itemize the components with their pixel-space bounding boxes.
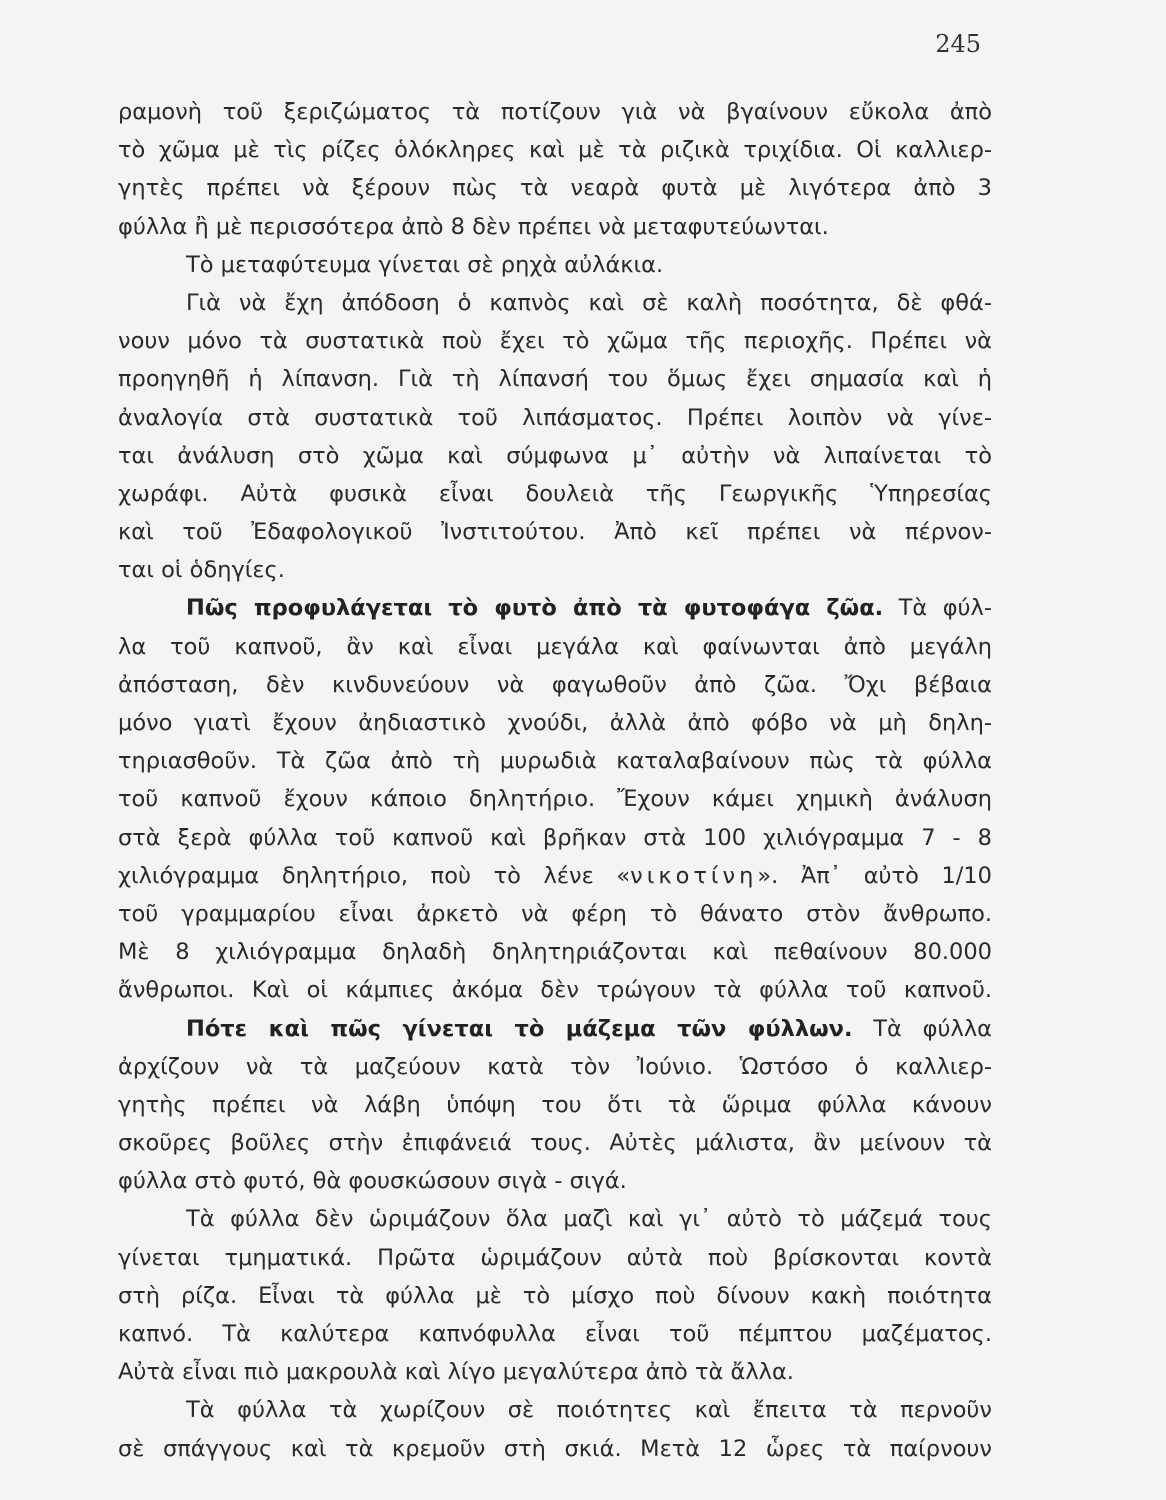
text-line: τὸ χῶμα μὲ τὶς ρίζες ὁλόκληρες καὶ μὲ τὰ ριζικὰ τριχίδια. Οἱ καλλιερ- [118,137,992,164]
text-line: φύλλα στὸ φυτό, θὰ φουσκώσουν σιγὰ - σιγά. [118,1168,627,1195]
paragraph-start-line: Τὰ φύλλα δὲν ὡριμάζουν ὅλα μαζὶ καὶ γι᾿ αὐτὸ τὸ μάζεμά τους [186,1206,992,1233]
text-line: φύλλα ἢ μὲ περισσότερα ἀπὸ 8 δὲν πρέπει νὰ μεταφυτεύωνται. [118,213,829,240]
text-line: ἀρχίζουν νὰ τὰ μαζεύουν κατὰ τὸν Ἰούνιο. Ὡστόσο ὁ καλλιερ- [118,1053,992,1080]
text-line: σὲ σπάγγους καὶ τὰ κρεμοῦν στὴ σκιά. Μετὰ 12 ὧρες τὰ παίρνουν [118,1435,992,1462]
text-line: Μὲ 8 χιλιόγραμμα δηλαδὴ δηλητηριάζονται καὶ πεθαίνουν 80.000 [118,939,992,966]
section-heading: Πότε καὶ πῶς γίνεται τὸ μάζεμα τῶν φύλλων. [186,1015,853,1042]
text-line: χιλιόγραμμα δηλητήριο, ποὺ τὸ λένε «νικοτίνη». Ἀπ᾿ αὐτὸ 1/10 [118,862,992,889]
text-line: Τὸ μεταφύτευμα γίνεται σὲ ρηχὰ αὐλάκια. [186,251,664,278]
text-line: καὶ τοῦ Ἐδαφολογικοῦ Ἰνστιτούτου. Ἀπὸ κεῖ πρέπει νὰ πέρνον- [118,519,992,546]
text-line: λα τοῦ καπνοῦ, ἂν καὶ εἶναι μεγάλα καὶ φαίνωνται ἀπὸ μεγάλη [118,633,992,660]
text-line: ται ἀνάλυση στὸ χῶμα καὶ σύμφωνα μ᾿ αὐτὴν νὰ λιπαίνεται τὸ [118,442,992,469]
text-line: ἀπόσταση, δὲν κινδυνεύουν νὰ φαγωθοῦν ἀπὸ ζῶα. Ὄχι βέβαια [118,671,992,698]
paragraph-start-line: Γιὰ νὰ ἔχη ἀπόδοση ὁ καπνὸς καὶ σὲ καλὴ ποσότητα, δὲ φθά- [186,289,992,316]
body-text [118,93,992,1468]
text-line: στὴ ρίζα. Εἶναι τὰ φύλλα μὲ τὸ μίσχο ποὺ δίνουν κακὴ ποιότητα [118,1282,992,1309]
text-line: ται οἱ ὁδηγίες. [118,557,285,584]
paragraph-start-line: Τὰ φύλλα τὰ χωρίζουν σὲ ποιότητες καὶ ἔπειτα τὰ περνοῦν [186,1397,992,1424]
text-line: ἀναλογία στὰ συστατικὰ τοῦ λιπάσματος. Πρέπει λοιπὸν νὰ γίνε- [118,404,992,431]
text-line: γίνεται τμηματικά. Πρῶτα ὡριμάζουν αὐτὰ ποὺ βρίσκονται κοντὰ [118,1244,992,1271]
section-heading: Πῶς προφυλάγεται τὸ φυτὸ ἀπὸ τὰ φυτοφάγα ζῶα. [186,595,884,622]
section-heading-line: Πότε καὶ πῶς γίνεται τὸ μάζεμα τῶν φύλλων. Τὰ φύλλα [186,1015,992,1042]
spaced-term: νικοτίνη [630,862,758,889]
page-number: 245 [935,30,981,58]
text-line: ἄνθρωποι. Καὶ οἱ κάμπιες ἀκόμα δὲν τρώγουν τὰ φύλλα τοῦ καπνοῦ. [118,977,992,1004]
text-line: τοῦ γραμμαρίου εἶναι ἀρκετὸ νὰ φέρη τὸ θάνατο στὸν ἄνθρωπο. [118,900,992,927]
text-line: τηριασθοῦν. Τὰ ζῶα ἀπὸ τὴ μυρωδιὰ καταλαβαίνουν πὼς τὰ φύλλα [118,748,992,775]
text-line: Αὐτὰ εἶναι πιὸ μακρουλὰ καὶ λίγο μεγαλύτερα ἀπὸ τὰ ἄλλα. [118,1359,794,1386]
text-line: σκοῦρες βοῦλες στὴν ἐπιφάνειά τους. Αὐτὲς μάλιστα, ἂν μείνουν τὰ [118,1130,992,1157]
text-line: ραμονὴ τοῦ ξεριζώματος τὰ ποτίζουν γιὰ νὰ βγαίνουν εὔκολα ἀπὸ [118,99,992,125]
text-line: γητὴς πρέπει νὰ λάβη ὑπόψη του ὅτι τὰ ὥριμα φύλλα κάνουν [118,1091,992,1118]
text-line: μόνο γιατὶ ἔχουν ἀηδιαστικὸ χνούδι, ἀλλὰ ἀπὸ φόβο νὰ μὴ δηλη- [118,710,992,736]
text-line: χωράφι. Αὐτὰ φυσικὰ εἶναι δουλειὰ τῆς Γεωργικῆς Ὑπηρεσίας [118,480,992,507]
section-heading-line: Πῶς προφυλάγεται τὸ φυτὸ ἀπὸ τὰ φυτοφάγα ζῶα. Τὰ φύλ- [186,595,992,622]
text-line: καπνό. Τὰ καλύτερα καπνόφυλλα εἶναι τοῦ πέμπτου μαζέματος. [118,1321,992,1347]
text-line: γητὲς πρέπει νὰ ξέρουν πὼς τὰ νεαρὰ φυτὰ μὲ λιγότερα ἀπὸ 3 [118,175,992,202]
text-line: νουν μόνο τὰ συστατικὰ ποὺ ἔχει τὸ χῶμα τῆς περιοχῆς. Πρέπει νὰ [118,328,992,355]
text-line: τοῦ καπνοῦ ἔχουν κάποιο δηλητήριο. Ἔχουν κάμει χημικὴ ἀνάλυση [118,786,992,813]
text-line: προηγηθῆ ἡ λίπανση. Γιὰ τὴ λίπανσή του ὅμως ἔχει σημασία καὶ ἡ [118,366,992,393]
text-line: στὰ ξερὰ φύλλα τοῦ καπνοῦ καὶ βρῆκαν στὰ 100 χιλιόγραμμα 7 - 8 [118,824,992,851]
